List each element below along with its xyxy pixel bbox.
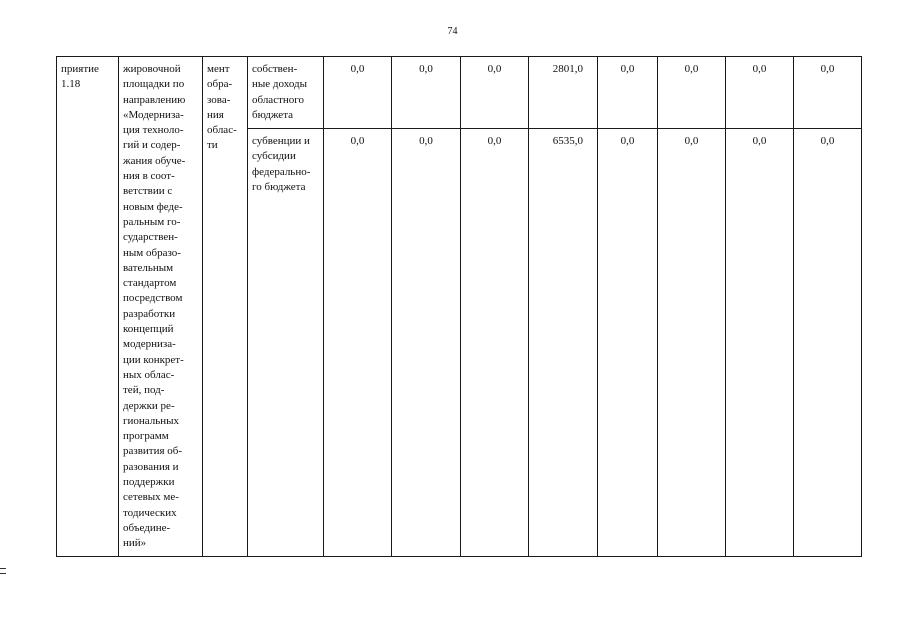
event-name-cell: жировочной площадки по направлению «Модерниза- ция техноло- гий и содер- жания обуче- ния в соот- ветствии с новым феде- ральным го- сударствен- ным образо- вательным стандартом посредством разработки концепций модерниза- ции конкрет- ных облас- тей, под- держки ре- гиональных программ развития об- разования и поддержки сетевых ме- тодических объедине- ний»: [119, 57, 203, 557]
value-cell: 0,0: [794, 129, 862, 557]
value-cell: 0,0: [598, 129, 658, 557]
value-cell: 0,0: [658, 57, 726, 129]
value-cell: 0,0: [598, 57, 658, 129]
value-cell: 6535,0: [529, 129, 598, 557]
value-cell: 0,0: [794, 57, 862, 129]
scan-edge-mark: [0, 568, 6, 574]
value-cell: 0,0: [461, 129, 529, 557]
value-cell: 0,0: [324, 129, 392, 557]
value-cell: 0,0: [726, 129, 794, 557]
value-cell: 0,0: [658, 129, 726, 557]
table-row: [57, 57, 862, 129]
value-cell: 0,0: [392, 57, 461, 129]
funding-source-cell: субвенции и субсидии федерально- го бюджета: [248, 129, 324, 557]
funding-source-cell: собствен- ные доходы областного бюджета: [248, 57, 324, 129]
executor-cell: мент обра- зова- ния облас- ти: [203, 57, 248, 557]
event-cell: приятие 1.18: [57, 57, 119, 557]
budget-table: [56, 56, 862, 557]
value-cell: 0,0: [324, 57, 392, 129]
value-cell: 0,0: [461, 57, 529, 129]
value-cell: 2801,0: [529, 57, 598, 129]
value-cell: 0,0: [726, 57, 794, 129]
page-number: 74: [447, 26, 458, 37]
value-cell: 0,0: [392, 129, 461, 557]
